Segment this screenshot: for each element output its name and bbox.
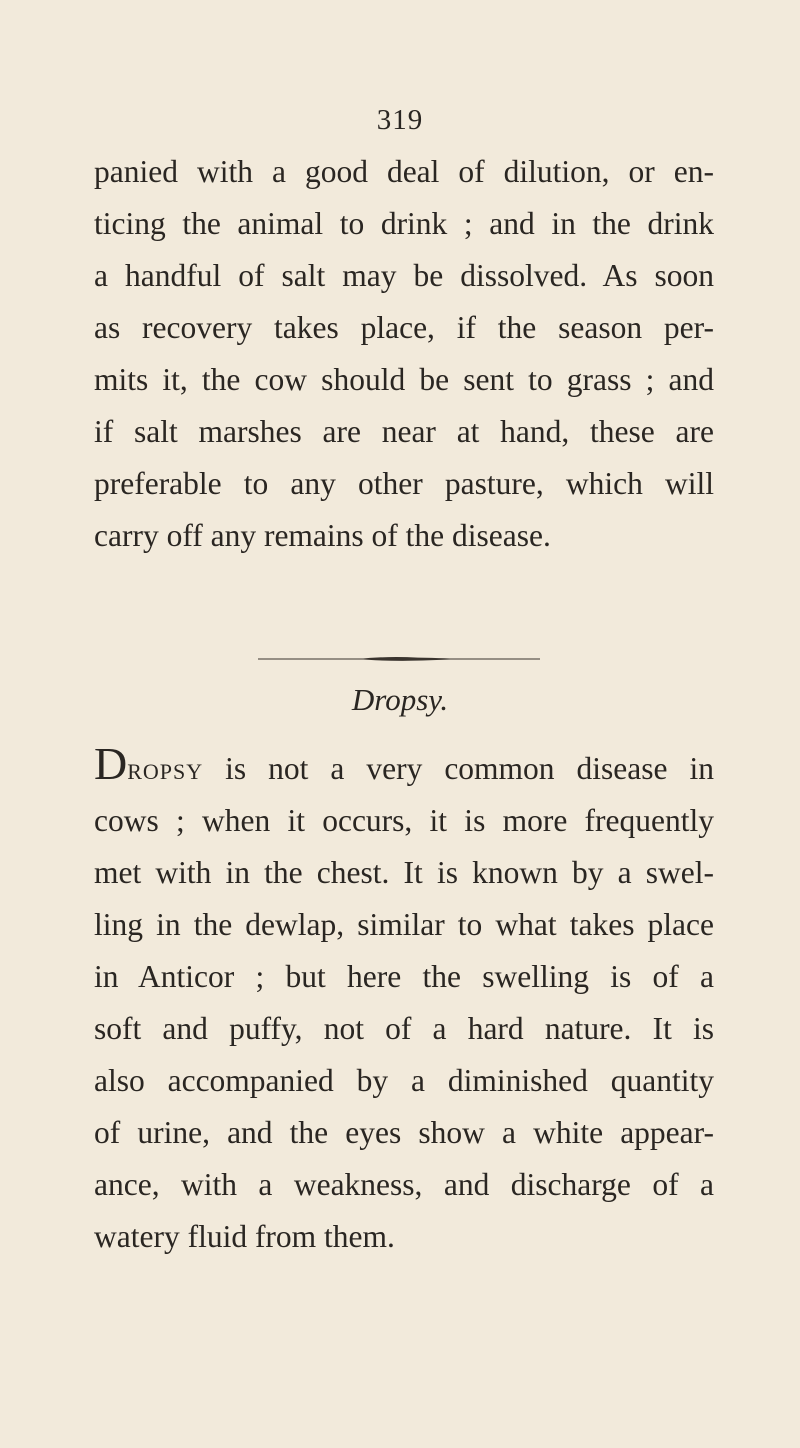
drop-cap: D [94, 738, 128, 789]
text-line: preferable to any other pasture, which will [94, 466, 714, 501]
text-line: ance, with a weakness, and discharge of a [94, 1167, 714, 1202]
text-line: ticing the animal to drink ; and in the drink [94, 206, 714, 241]
text-line: soft and puffy, not of a hard nature. It is [94, 1011, 714, 1046]
first-line-rest: is not a very common disease in [203, 751, 714, 786]
text-line: mits it, the cow should be sent to grass ; and [94, 362, 714, 397]
text-line: watery fluid from them. [94, 1219, 395, 1254]
page-number: 319 [376, 104, 424, 136]
text-line: in Anticor ; but here the swelling is of a [94, 959, 714, 994]
section-title: Dropsy. [351, 682, 449, 717]
text-line-first [94, 738, 714, 795]
paragraph-2 [94, 738, 714, 1263]
text-line: if salt marshes are near at hand, these are [94, 414, 714, 449]
paragraph-1 [94, 146, 714, 562]
small-caps-word: ropsy [127, 751, 204, 786]
text-line: carry off any remains of the disease. [94, 518, 551, 553]
section-divider [258, 656, 540, 662]
text-line: cows ; when it occurs, it is more frequently [94, 803, 714, 838]
text-line: also accompanied by a diminished quantity [94, 1063, 714, 1098]
text-line: as recovery takes place, if the season per- [94, 310, 714, 345]
text-line: a handful of salt may be dissolved. As soon [94, 258, 714, 293]
text-line: of urine, and the eyes show a white appear- [94, 1115, 714, 1150]
text-line: panied with a good deal of dilution, or en- [94, 154, 714, 189]
text-line: met with in the chest. It is known by a swel- [94, 855, 714, 890]
text-line: ling in the dewlap, similar to what takes place [94, 907, 714, 942]
